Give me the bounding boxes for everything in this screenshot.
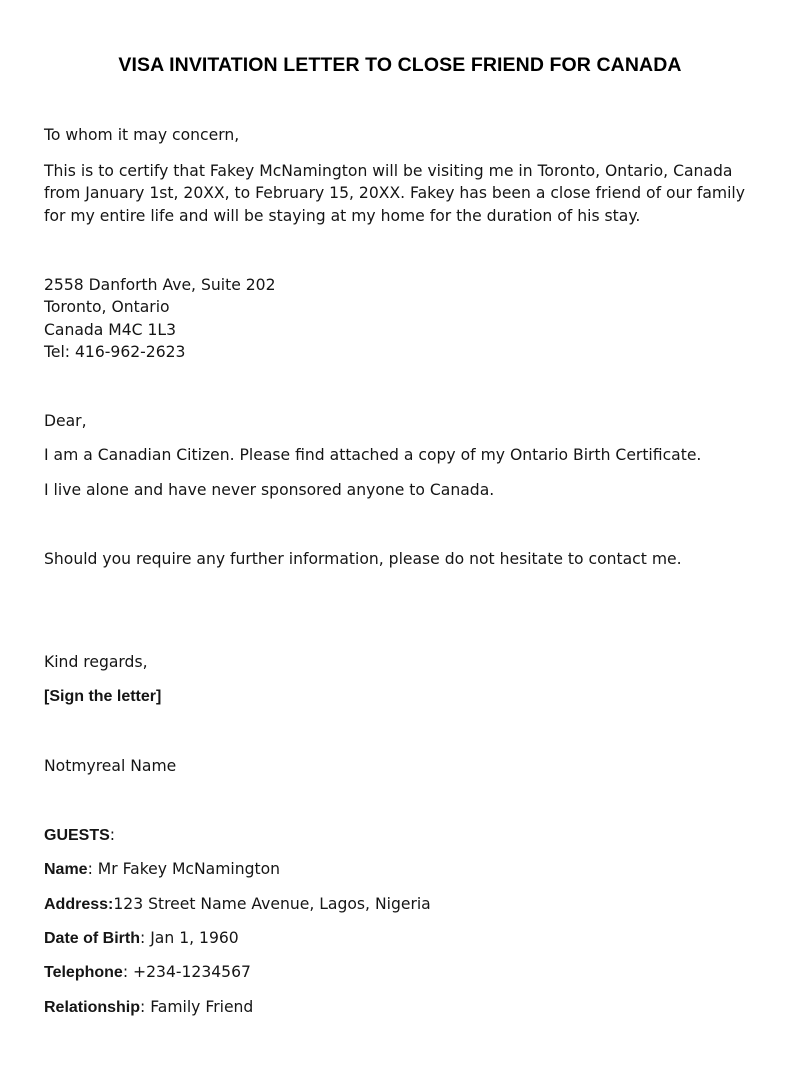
guests-heading-label: GUESTS — [44, 827, 110, 844]
address-city: Toronto, Ontario — [44, 298, 170, 316]
sign-off: Kind regards, — [44, 653, 148, 671]
guests-heading — [44, 824, 115, 847]
address-street: 2558 Danforth Ave, Suite 202 — [44, 276, 276, 294]
guest-relationship-value: : Family Friend — [140, 998, 254, 1016]
guest-relationship-label: Relationship — [44, 999, 141, 1016]
guest-name-row — [44, 858, 280, 881]
guest-relationship-row — [44, 996, 253, 1019]
body-line-2: I live alone and have never sponsored anyone to Canada. — [44, 481, 495, 499]
address-tel: Tel: 416-962-2623 — [44, 343, 186, 361]
guest-dob-value: : Jan 1, 1960 — [140, 929, 239, 947]
guest-name-value: : Mr Fakey McNamington — [87, 860, 281, 878]
guest-address-value: 123 Street Name Avenue, Lagos, Nigeria — [113, 895, 431, 913]
dear-greeting: Dear, — [44, 412, 87, 430]
body-line-1: I am a Canadian Citizen. Please find attached a copy of my Ontario Birth Certificate. — [44, 446, 702, 464]
guest-address-label: Address: — [44, 896, 114, 913]
guest-dob-row — [44, 927, 239, 950]
address-country-postal: Canada M4C 1L3 — [44, 321, 177, 339]
guest-telephone-label: Telephone — [44, 964, 123, 981]
guests-heading-colon: : — [109, 826, 116, 844]
intro-line-2: from January 1st, 20XX, to February 15, 20XX. Fakey has been a close friend of our family — [44, 184, 745, 202]
guest-address-row — [44, 893, 431, 916]
guest-telephone-value: : +234-1234567 — [122, 963, 251, 981]
guest-name-label: Name — [44, 861, 88, 878]
closing-line: Should you require any further information, please do not hesitate to contact me. — [44, 550, 682, 568]
intro-line-3: for my entire life and will be staying at my home for the duration of his stay. — [44, 207, 641, 225]
sign-placeholder: [Sign the letter] — [44, 688, 162, 705]
intro-line-1: This is to certify that Fakey McNamington will be visiting me in Toronto, Ontario, Canada — [44, 162, 733, 180]
salutation: To whom it may concern, — [44, 126, 240, 144]
guest-dob-label: Date of Birth — [44, 930, 140, 947]
signer-name: Notmyreal Name — [44, 757, 177, 775]
guest-telephone-row — [44, 961, 251, 984]
letter-title: VISA INVITATION LETTER TO CLOSE FRIEND FOR CANADA — [118, 54, 682, 76]
